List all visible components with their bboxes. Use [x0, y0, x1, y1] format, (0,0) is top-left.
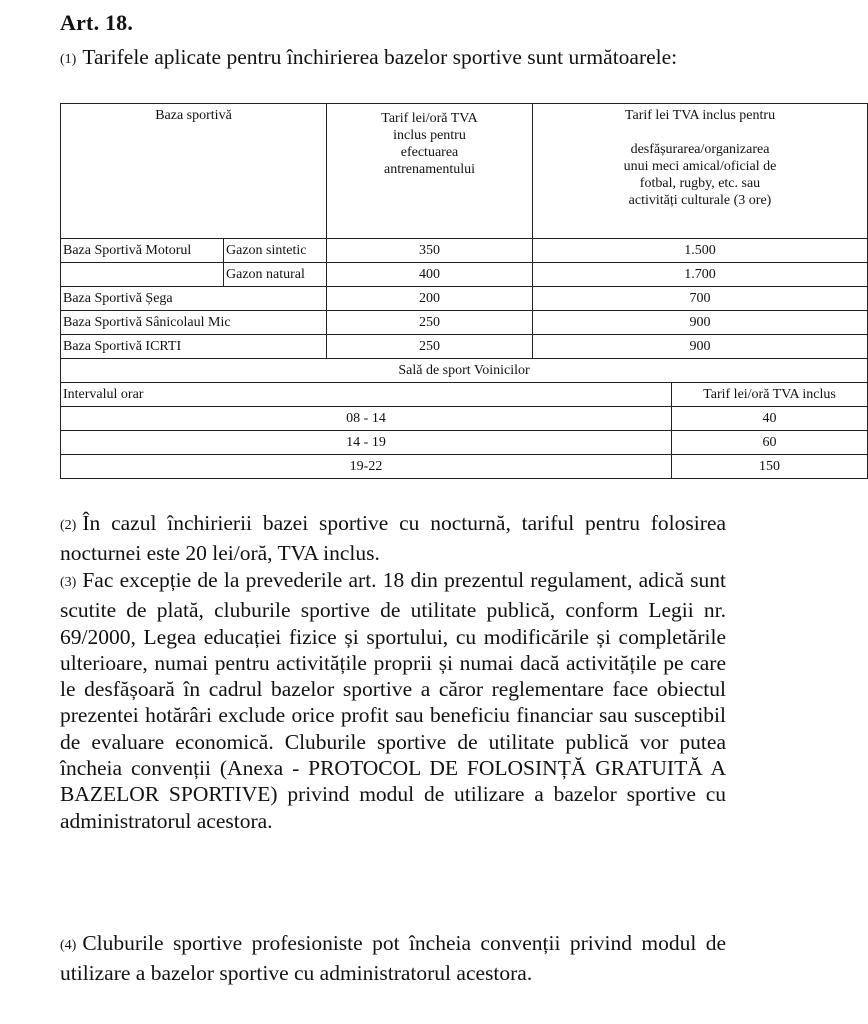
paragraph-3 [60, 567, 726, 834]
interval-cell: 14 - 19 [61, 431, 672, 455]
base-name: Baza Sportivă Șega [61, 287, 327, 311]
training-price: 400 [327, 263, 533, 287]
paragraph-1-text: Tarifele aplicate pentru închirierea bazelor sportive sunt următoarele: [82, 45, 678, 69]
training-price: 250 [327, 335, 533, 359]
table-row [61, 431, 868, 455]
paragraph-3-text: Fac excepție de la prevederile art. 18 din prezentul regulament, adică sunt scutite de plată, cluburile sportive de utilitate publică, conform Legii nr. 69/2000, Legea educației fizice și sportului, cu modificările și completările ulterioare, numai pentru activitățile proprii și numai dacă activitățile pe care le desfășoară în cadrul bazelor sportive a căror reglementare face obiectul prezentei hotărâri exclude orice profit sau beneficiu financiar sau susceptibil de evaluare economică. Cluburile sportive de utilitate publică vor putea încheia convenții (Anexa - PROTOCOL DE FOLOSINȚĂ GRATUITĂ A BAZELOR SPORTIVE) privind modul de utilizare a bazelor sportive cu administratorul acestora. [60, 568, 726, 833]
paragraph-4-text: Cluburile sportive profesioniste pot încheia convenții privind modul de utilizare a bazelor sportive cu administratorul acestora. [60, 931, 726, 986]
paragraph-4-number: (4) [60, 938, 77, 953]
interval-cell: 19-22 [61, 455, 672, 479]
table-row [61, 239, 868, 263]
article-title: Art. 18. [60, 10, 134, 35]
hall-price: 40 [672, 407, 868, 431]
hall-title-row [61, 359, 868, 383]
table-row [61, 287, 868, 311]
base-name [61, 263, 224, 287]
match-price: 1.500 [533, 239, 868, 263]
training-price: 350 [327, 239, 533, 263]
hall-header-row [61, 383, 868, 407]
table-row [61, 311, 868, 335]
match-price: 700 [533, 287, 868, 311]
match-price: 900 [533, 335, 868, 359]
table-header-row [61, 104, 868, 239]
base-surface: Gazon natural [224, 263, 327, 287]
interval-cell: 08 - 14 [61, 407, 672, 431]
paragraph-2-number: (2) [60, 518, 77, 533]
hall-title: Sală de sport Voinicilor [61, 359, 868, 383]
header-training: Tarif lei/oră TVA inclus pentru efectuarea antrenamentului [327, 104, 533, 239]
hall-price: 60 [672, 431, 868, 455]
table-row [61, 455, 868, 479]
paragraph-3-number: (3) [60, 575, 77, 590]
hall-tariff-header: Tarif lei/oră TVA inclus [672, 383, 868, 407]
paragraph-1-number: (1) [60, 52, 77, 67]
hall-price: 150 [672, 455, 868, 479]
header-base: Baza sportivă [61, 104, 327, 239]
paragraph-1 [60, 44, 726, 74]
base-surface: Gazon sintetic [224, 239, 327, 263]
base-name: Baza Sportivă Sânicolaul Mic [61, 311, 327, 335]
tariff-table [60, 103, 868, 479]
table-row [61, 335, 868, 359]
base-name: Baza Sportivă ICRTI [61, 335, 327, 359]
interval-header: Intervalul orar [61, 383, 672, 407]
paragraph-2 [60, 510, 726, 567]
training-price: 250 [327, 311, 533, 335]
paragraph-4 [60, 930, 726, 987]
paragraph-2-text: În cazul închirierii bazei sportive cu nocturnă, tariful pentru folosirea nocturnei este 20 lei/oră, TVA inclus. [60, 511, 726, 566]
base-name: Baza Sportivă Motorul [61, 239, 224, 263]
header-match: Tarif lei TVA inclus pentru desfășurarea/organizarea unui meci amical/oficial de fotbal, rugby, etc. sau activități culturale (3 ore) [533, 104, 868, 239]
match-price: 900 [533, 311, 868, 335]
match-price: 1.700 [533, 263, 868, 287]
training-price: 200 [327, 287, 533, 311]
table-row [61, 263, 868, 287]
table-row [61, 407, 868, 431]
